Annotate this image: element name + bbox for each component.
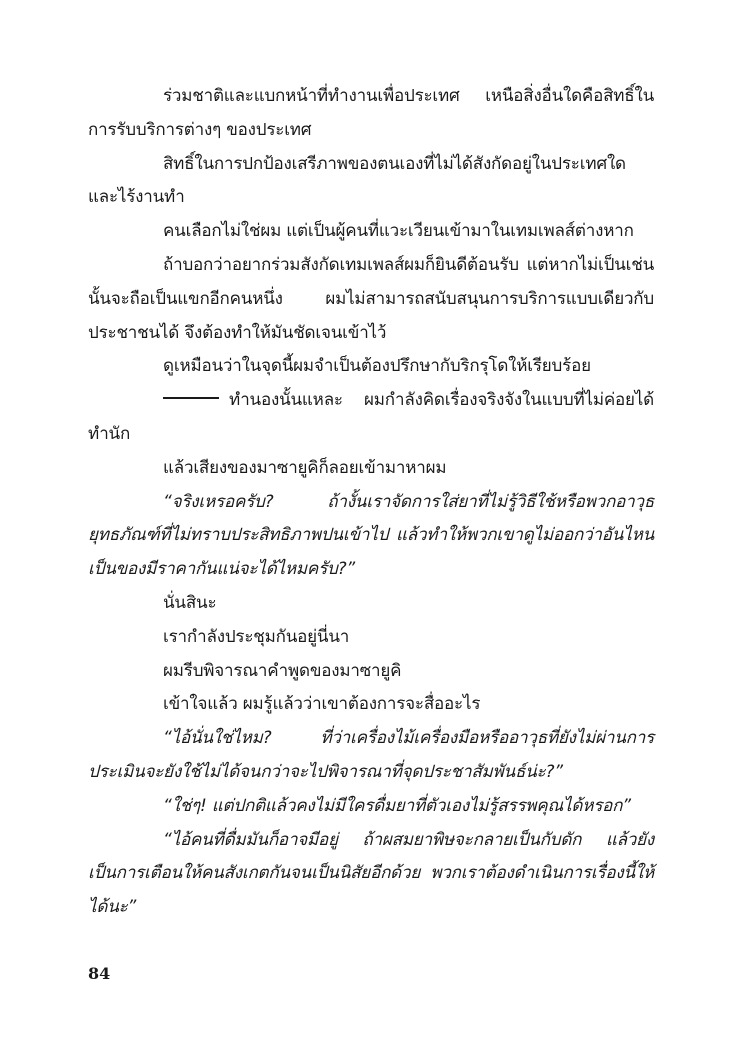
paragraph-2: สิทธิ์ในการปกป้องเสรีภาพของตนเองที่ไม่ได้สังกัดอยู่ในประเทศใดและไร้งานทำ <box>88 153 626 208</box>
paragraph-6-with-dash <box>88 384 654 452</box>
dialogue-1: “จริงเหรอครับ? ถ้างั้นเราจัดการใส่ยาที่ไม่รู้วิธีใช้หรือพวกอาวุธยุทธภัณฑ์ที่ไม่ทราบประสิทธิภาพปนเข้าไป แล้วทำให้พวกเขาดูไม่ออกว่าอันไหนเป็นของมีราคากันแน่จะได้ไหมครับ?” <box>88 491 654 580</box>
body-text <box>88 80 654 925</box>
paragraph-5: ดูเหมือนว่าในจุดนี้ผมจำเป็นต้องปรึกษากับริกรุโดให้เรียบร้อย <box>163 356 591 377</box>
paragraph-3: คนเลือกไม่ใช่ผม แต่เป็นผู้คนที่แวะเวียนเข้ามาในเทมเพลส์ต่างหาก <box>163 221 634 242</box>
dialogue-2: “ไอ้นั่นใช่ไหม? ที่ว่าเครื่องไม้เครื่องมือหรืออาวุธที่ยังไม่ผ่านการประเมินจะยังใช้ไม่ได้จนกว่าจะไปพิจารณาที่จุดประชาสัมพันธ์น่ะ?” <box>88 728 654 782</box>
paragraph-1: ร่วมชาติและแบกหน้าที่ทำงานเพื่อประเทศ เหนือสิ่งอื่นใดคือสิทธิ์ในการรับบริการต่างๆ ของประเทศ <box>88 86 654 140</box>
paragraph-7: แล้วเสียงของมาซายูคิก็ลอยเข้ามาหาผม <box>163 457 447 478</box>
paragraph-11: ผมรีบพิจารณาคำพูดของมาซายูคิ <box>163 660 402 681</box>
dialogue-4: “ไอ้คนที่ดื่มมันก็อาจมีอยู่ ถ้าผสมยาพิษจะกลายเป็นกับดัก แล้วยังเป็นการเตือนให้คนสังเกตกันจนเป็นนิสัยอีกด้วย พวกเราต้องดำเนินการเรื่องนี้ให้ได้นะ” <box>88 829 654 918</box>
dialogue-3: “ใช่ๆ! แต่ปกติแล้วคงไม่มีใครดื่มยาที่ตัวเองไม่รู้สรรพคุณได้หรอก” <box>163 795 631 816</box>
paragraph-10: เรากำลังประชุมกันอยู่นี่นา <box>163 626 350 647</box>
em-dash-rule <box>163 397 219 399</box>
paragraph-6-text: ทำนองนั้นแหละ ผมกำลังคิดเรื่องจริงจังในแบบที่ไม่ค่อยได้ทำนัก <box>88 390 654 444</box>
paragraph-12: เข้าใจแล้ว ผมรู้แล้วว่าเขาต้องการจะสื่ออะไร <box>163 694 481 715</box>
paragraph-9: นั่นสินะ <box>163 592 217 613</box>
paragraph-4: ถ้าบอกว่าอยากร่วมสังกัดเทมเพลส์ผมก็ยินดีต้อนรับ แต่หากไม่เป็นเช่นนั้นจะถือเป็นแขกอีกคนหนึ่ง ผมไม่สามารถสนับสนุนการบริการแบบเดียวกับประชาชนได้ จึงต้องทำให้มันชัดเจนเข้าไว้ <box>88 254 654 343</box>
page-number: 84 <box>88 964 111 983</box>
